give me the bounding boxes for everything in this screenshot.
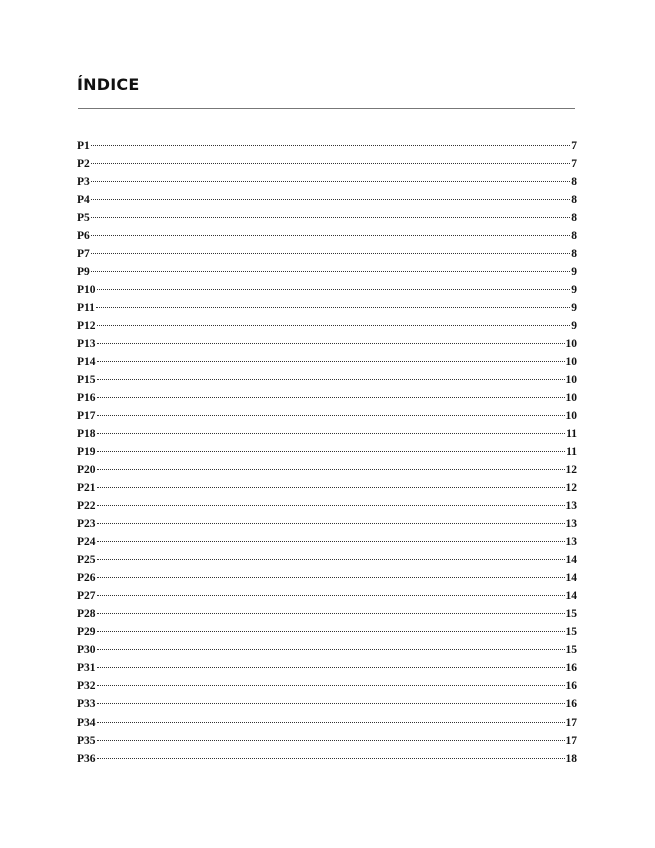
toc-entry-page-number: 14 — [565, 590, 577, 603]
toc-entry-label: P36 — [77, 752, 96, 765]
toc-dot-leader — [97, 559, 565, 560]
toc-entry-label: P20 — [77, 464, 96, 477]
toc-dot-leader — [91, 253, 570, 254]
toc-dot-leader — [97, 469, 565, 470]
toc-entry-page-number: 9 — [571, 266, 577, 279]
toc-entry-label: P12 — [77, 320, 96, 333]
toc-dot-leader — [91, 181, 570, 182]
toc-dot-leader — [97, 343, 565, 344]
toc-dot-leader — [97, 631, 565, 632]
toc-entry-label: P21 — [77, 482, 96, 495]
toc-entry-page-number: 8 — [571, 248, 577, 261]
toc-entry-page-number: 16 — [565, 662, 577, 675]
toc-entry-label: P14 — [77, 356, 96, 369]
toc-entry[interactable] — [77, 389, 577, 407]
toc-entry-page-number: 12 — [565, 482, 577, 495]
toc-entry-label: P18 — [77, 428, 96, 441]
toc-entry-page-number: 8 — [571, 230, 577, 243]
toc-entry-page-number: 11 — [566, 446, 577, 459]
toc-entry-page-number: 13 — [565, 518, 577, 531]
toc-entry[interactable] — [77, 714, 577, 732]
toc-entry-label: P26 — [77, 572, 96, 585]
toc-entry-label: P24 — [77, 536, 96, 549]
toc-dot-leader — [97, 397, 565, 398]
toc-dot-leader — [91, 217, 570, 218]
toc-entry-page-number: 9 — [571, 320, 577, 333]
toc-entry[interactable] — [77, 750, 577, 768]
title-divider — [78, 108, 575, 109]
toc-entry-label: P29 — [77, 626, 96, 639]
toc-entry[interactable] — [77, 533, 577, 551]
toc-entry-page-number: 10 — [565, 338, 577, 351]
toc-entry[interactable] — [77, 461, 577, 479]
toc-dot-leader — [97, 685, 565, 686]
toc-entry-page-number: 9 — [571, 284, 577, 297]
toc-entry[interactable] — [77, 371, 577, 389]
toc-entry-page-number: 17 — [565, 734, 577, 747]
toc-dot-leader — [97, 649, 565, 650]
toc-entry[interactable] — [77, 227, 577, 245]
toc-entry-label: P19 — [77, 446, 96, 459]
toc-dot-leader — [91, 163, 570, 164]
toc-entry-label: P5 — [77, 212, 90, 225]
toc-dot-leader — [97, 541, 565, 542]
toc-entry-label: P1 — [77, 140, 90, 152]
toc-entry-page-number: 7 — [571, 140, 577, 152]
toc-entry-label: P31 — [77, 662, 96, 675]
toc-dot-leader — [97, 325, 571, 326]
toc-dot-leader — [97, 523, 565, 524]
toc-entry-page-number: 14 — [565, 554, 577, 567]
toc-dot-leader — [97, 667, 565, 668]
toc-entry-label: P6 — [77, 230, 90, 243]
toc-entry-label: P9 — [77, 266, 90, 279]
toc-entry-label: P25 — [77, 554, 96, 567]
toc-entry[interactable] — [77, 263, 577, 281]
toc-entry-label: P15 — [77, 374, 96, 387]
toc-entry[interactable] — [77, 677, 577, 695]
toc-dot-leader — [97, 505, 565, 506]
toc-entry-page-number: 8 — [571, 176, 577, 189]
toc-entry-page-number: 10 — [565, 410, 577, 423]
toc-entry[interactable] — [77, 732, 577, 750]
toc-dot-leader — [97, 361, 565, 362]
toc-dot-leader — [97, 289, 571, 290]
toc-entry-label: P30 — [77, 644, 96, 657]
toc-entry[interactable] — [77, 497, 577, 515]
table-of-contents — [77, 137, 577, 768]
toc-dot-leader — [91, 145, 570, 146]
toc-dot-leader — [91, 199, 570, 200]
toc-dot-leader — [96, 307, 570, 308]
page-title: ÍNDICE — [77, 75, 140, 94]
toc-dot-leader — [97, 703, 565, 704]
toc-entry-label: P11 — [77, 302, 95, 315]
toc-entry-label: P33 — [77, 698, 96, 711]
toc-entry-page-number: 10 — [565, 374, 577, 387]
toc-entry-label: P22 — [77, 500, 96, 513]
toc-entry-label: P10 — [77, 284, 96, 297]
toc-entry-label: P28 — [77, 608, 96, 621]
toc-entry-page-number: 8 — [571, 194, 577, 207]
toc-entry-page-number: 9 — [571, 302, 577, 315]
toc-entry[interactable] — [77, 281, 577, 299]
toc-entry-page-number: 14 — [565, 572, 577, 585]
toc-entry[interactable] — [77, 623, 577, 641]
toc-entry-page-number: 17 — [565, 716, 577, 729]
toc-dot-leader — [91, 235, 570, 236]
toc-entry[interactable] — [77, 209, 577, 227]
toc-entry[interactable] — [77, 137, 577, 155]
toc-entry-page-number: 10 — [565, 356, 577, 369]
toc-entry-label: P27 — [77, 590, 96, 603]
toc-entry[interactable] — [77, 659, 577, 677]
toc-entry[interactable] — [77, 695, 577, 713]
toc-entry-page-number: 16 — [565, 698, 577, 711]
toc-entry[interactable] — [77, 641, 577, 659]
toc-entry[interactable] — [77, 155, 577, 173]
toc-dot-leader — [97, 740, 565, 741]
toc-entry[interactable] — [77, 245, 577, 263]
toc-entry[interactable] — [77, 407, 577, 425]
toc-entry[interactable] — [77, 587, 577, 605]
toc-entry-page-number: 13 — [565, 536, 577, 549]
toc-dot-leader — [97, 577, 565, 578]
toc-entry-label: P13 — [77, 338, 96, 351]
toc-entry[interactable] — [77, 569, 577, 587]
toc-entry-page-number: 10 — [565, 392, 577, 405]
toc-entry-label: P17 — [77, 410, 96, 423]
toc-entry-page-number: 8 — [571, 212, 577, 225]
toc-entry[interactable] — [77, 515, 577, 533]
toc-entry[interactable] — [77, 443, 577, 461]
toc-entry[interactable] — [77, 299, 577, 317]
toc-entry-page-number: 15 — [565, 608, 577, 621]
toc-dot-leader — [97, 415, 565, 416]
toc-entry-label: P4 — [77, 194, 90, 207]
toc-entry-label: P23 — [77, 518, 96, 531]
toc-dot-leader — [97, 433, 566, 434]
toc-entry-label: P16 — [77, 392, 96, 405]
toc-entry[interactable] — [77, 551, 577, 569]
toc-dot-leader — [97, 722, 565, 723]
toc-dot-leader — [97, 451, 566, 452]
toc-dot-leader — [97, 613, 565, 614]
toc-dot-leader — [97, 487, 565, 488]
toc-entry-label: P32 — [77, 680, 96, 693]
toc-entry-label: P7 — [77, 248, 90, 261]
toc-entry-page-number: 18 — [565, 752, 577, 765]
toc-entry[interactable] — [77, 173, 577, 191]
toc-entry[interactable] — [77, 317, 577, 335]
toc-entry-label: P2 — [77, 158, 90, 171]
toc-entry[interactable] — [77, 191, 577, 209]
toc-dot-leader — [97, 758, 565, 759]
toc-entry-page-number: 15 — [565, 626, 577, 639]
toc-entry-label: P34 — [77, 716, 96, 729]
toc-entry[interactable] — [77, 605, 577, 623]
toc-entry-page-number: 16 — [565, 680, 577, 693]
toc-entry-page-number: 7 — [571, 158, 577, 171]
toc-entry[interactable] — [77, 335, 577, 353]
toc-entry-label: P3 — [77, 176, 90, 189]
toc-entry-page-number: 15 — [565, 644, 577, 657]
toc-dot-leader — [97, 379, 565, 380]
toc-entry[interactable] — [77, 479, 577, 497]
toc-entry-page-number: 13 — [565, 500, 577, 513]
toc-entry[interactable] — [77, 425, 577, 443]
toc-entry-label: P35 — [77, 734, 96, 747]
toc-entry-page-number: 12 — [565, 464, 577, 477]
toc-entry-page-number: 11 — [566, 428, 577, 441]
toc-entry[interactable] — [77, 353, 577, 371]
toc-dot-leader — [91, 271, 570, 272]
toc-dot-leader — [97, 595, 565, 596]
